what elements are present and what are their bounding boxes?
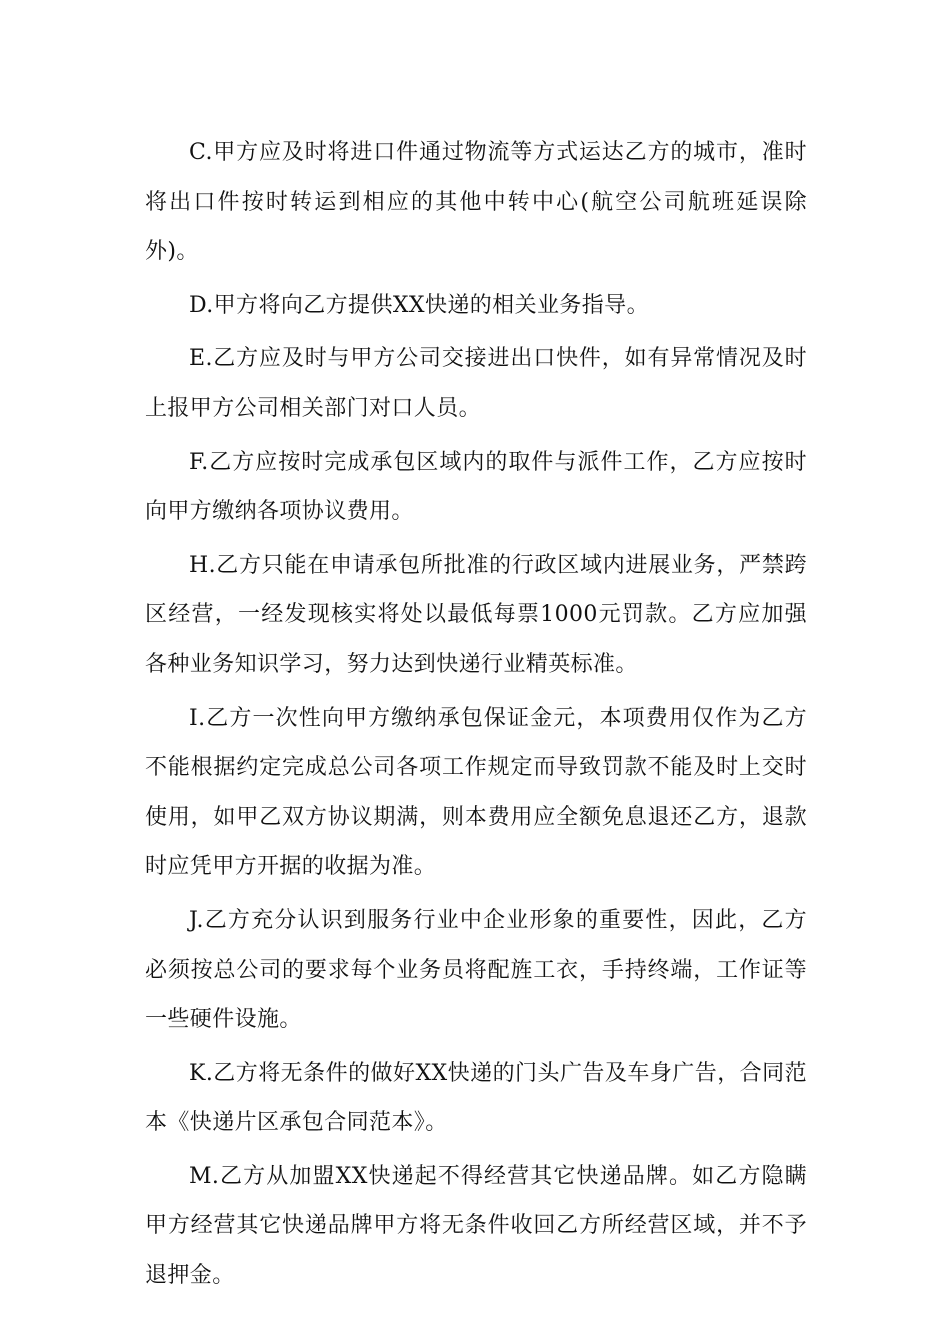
clause-e: E.乙方应及时与甲方公司交接进出口快件，如有异常情况及时上报甲方公司相关部门对口人员。 — [145, 346, 807, 421]
clause-d: D.甲方将向乙方提供XX快递的相关业务指导。 — [189, 292, 649, 318]
clause-k: K.乙方将无条件的做好XX快递的门头广告及车身广告，合同范本《快递片区承包合同范本》。 — [145, 1060, 807, 1136]
clause-c: C.甲方应及时将进口件通过物流等方式运达乙方的城市，准时将出口件按时转运到相应的其他中转中心(航空公司航班延误除外)。 — [145, 140, 807, 265]
clause-i: I.乙方一次性向甲方缴纳承包保证金元，本项费用仅作为乙方不能根据约定完成总公司各项工作规定而导致罚款不能及时上交时使用，如甲乙双方协议期满，则本费用应全额免息退还乙方，退款时应凭甲方开据的收据为准。 — [145, 705, 807, 880]
clause-j: J.乙方充分认识到服务行业中企业形象的重要性，因此，乙方必须按总公司的要求每个业务员将配旌工衣，手持终端，工作证等一些硬件设施。 — [145, 907, 807, 1033]
document-body — [145, 128, 807, 1301]
clause-h: H.乙方只能在申请承包所批准的行政区域内进展业务，严禁跨区经营，一经发现核实将处以最低每票1000元罚款。乙方应加强各种业务知识学习，努力达到快递行业精英标准。 — [145, 552, 807, 677]
clause-m: M.乙方从加盟XX快递起不得经营其它快递品牌。如乙方隐瞒甲方经营其它快递品牌甲方将无条件收回乙方所经营区域，并不予退押金。 — [145, 1163, 807, 1289]
clause-f: F.乙方应按时完成承包区域内的取件与派件工作，乙方应按时向甲方缴纳各项协议费用。 — [145, 449, 807, 525]
